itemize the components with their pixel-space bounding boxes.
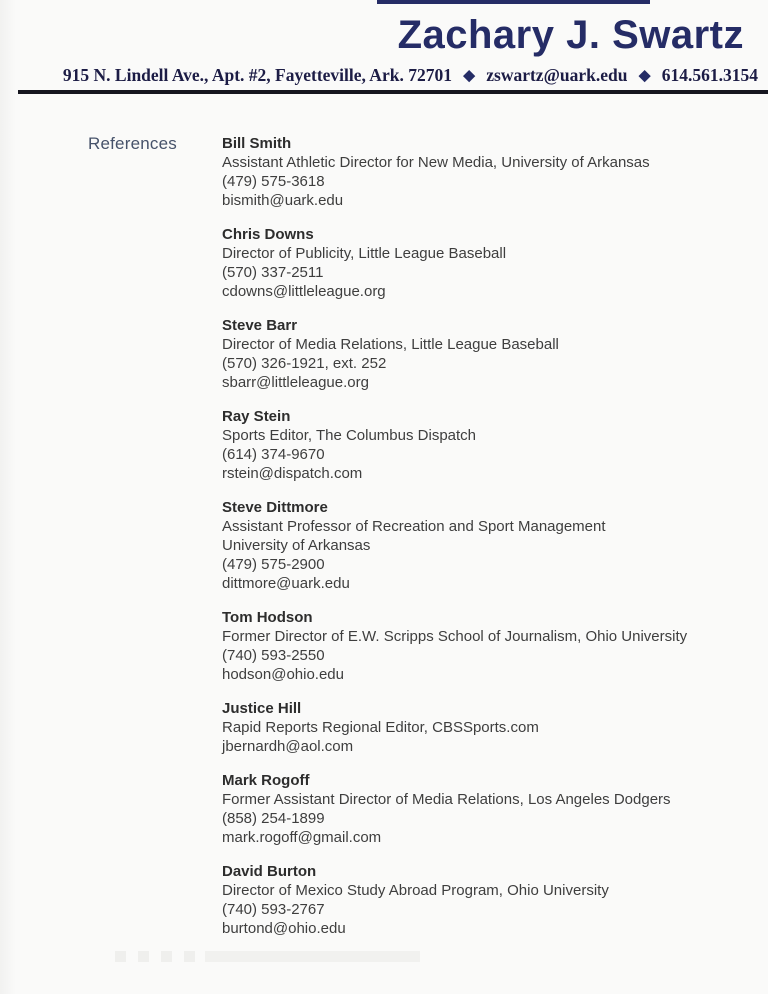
top-accent-bar xyxy=(377,0,650,4)
reference-name: David Burton xyxy=(222,863,317,880)
reference-entry xyxy=(222,498,762,593)
reference-name: Chris Downs xyxy=(222,226,314,243)
scan-artifact-dashes xyxy=(115,951,205,962)
person-name: Zachary J. Swartz xyxy=(397,13,744,57)
reference-detail: Former Director of E.W. Scripps School of Journalism, Ohio University xyxy=(222,628,688,645)
reference-detail: (570) 326-1921, ext. 252 xyxy=(222,355,387,372)
header-rule xyxy=(18,90,768,94)
reference-entry xyxy=(222,608,762,684)
reference-detail: Assistant Athletic Director for New Media, University of Arkansas xyxy=(222,154,650,171)
reference-detail: Director of Media Relations, Little League Baseball xyxy=(222,336,559,353)
reference-detail: Former Assistant Director of Media Relations, Los Angeles Dodgers xyxy=(222,791,671,808)
reference-name: Mark Rogoff xyxy=(222,772,310,789)
reference-detail: jbernardh@aol.com xyxy=(222,738,354,755)
reference-detail: (479) 575-3618 xyxy=(222,173,325,190)
reference-entry xyxy=(222,316,762,392)
reference-name: Steve Barr xyxy=(222,317,298,334)
contact-line xyxy=(0,63,758,89)
diamond-separator-icon: ◆ xyxy=(638,68,651,84)
reference-detail: sbarr@littleleague.org xyxy=(222,374,369,391)
section-heading: References xyxy=(88,134,177,153)
reference-name: Steve Dittmore xyxy=(222,499,328,516)
reference-detail: (740) 593-2550 xyxy=(222,647,325,664)
reference-name: Justice Hill xyxy=(222,700,302,717)
reference-detail: Assistant Professor of Recreation and Sport Management xyxy=(222,518,606,535)
reference-detail: cdowns@littleleague.org xyxy=(222,283,386,300)
reference-entry xyxy=(222,225,762,301)
scan-artifact-bar xyxy=(205,951,420,962)
reference-entry xyxy=(222,134,762,210)
reference-detail: (614) 374-9670 xyxy=(222,446,325,463)
reference-name: Ray Stein xyxy=(222,408,291,425)
reference-detail: Director of Mexico Study Abroad Program, Ohio University xyxy=(222,882,609,899)
reference-detail: (858) 254-1899 xyxy=(222,810,325,827)
reference-detail: (479) 575-2900 xyxy=(222,556,325,573)
reference-detail: (740) 593-2767 xyxy=(222,901,325,918)
reference-detail: rstein@dispatch.com xyxy=(222,465,363,482)
reference-detail: burtond@ohio.edu xyxy=(222,920,346,937)
reference-entry xyxy=(222,699,762,756)
reference-detail: mark.rogoff@gmail.com xyxy=(222,829,382,846)
reference-detail: Director of Publicity, Little League Baseball xyxy=(222,245,507,262)
references-list xyxy=(222,134,762,953)
reference-name: Bill Smith xyxy=(222,135,292,152)
reference-entry xyxy=(222,771,762,847)
reference-detail: University of Arkansas xyxy=(222,537,371,554)
email-text: zswartz@uark.edu xyxy=(486,65,628,85)
reference-detail: (570) 337-2511 xyxy=(222,264,324,281)
reference-detail: Sports Editor, The Columbus Dispatch xyxy=(222,427,477,444)
reference-detail: hodson@ohio.edu xyxy=(222,666,344,683)
reference-detail: bismith@uark.edu xyxy=(222,192,344,209)
address-text: 915 N. Lindell Ave., Apt. #2, Fayetteville, Ark. 72701 xyxy=(62,65,452,85)
reference-entry xyxy=(222,862,762,938)
reference-name: Tom Hodson xyxy=(222,609,313,626)
reference-entry xyxy=(222,407,762,483)
reference-detail: dittmore@uark.edu xyxy=(222,575,350,592)
reference-detail: Rapid Reports Regional Editor, CBSSports.com xyxy=(222,719,539,736)
phone-text: 614.561.3154 xyxy=(661,65,758,85)
diamond-separator-icon: ◆ xyxy=(463,68,475,84)
